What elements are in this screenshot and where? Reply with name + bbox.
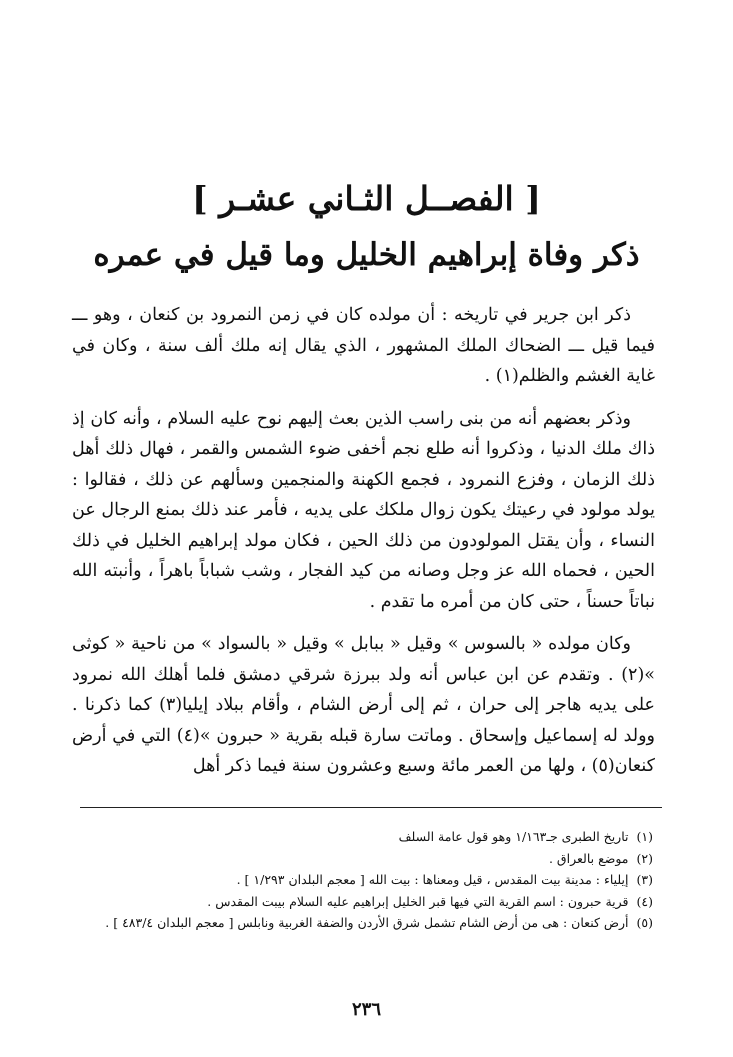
- footnote-divider: [80, 807, 662, 808]
- footnote-4: [72, 891, 653, 913]
- footnote-text: قرية حبرون : اسم القرية التي فيها قبر الخليل إبراهيم عليه السلام بيبت المقدس .: [207, 893, 629, 909]
- body-text: [72, 300, 655, 782]
- footnote-2: [72, 848, 653, 870]
- footnote-text: موضع بالعراق .: [548, 850, 629, 866]
- footnote-text: إيلياء : مدينة بيت المقدس ، قيل ومعناها : بيت الله [ معجم البلدان ١/٢٩٣ ] .: [236, 872, 629, 887]
- footnote-text: تاريخ الطبرى جـ١/١٦٣ وهو قول عامة السلف: [398, 829, 629, 844]
- footnote-number: (٣): [636, 872, 653, 887]
- footnote-number: (٤): [636, 893, 653, 909]
- footnote-number: (١): [636, 829, 653, 844]
- footnote-number: (٢): [636, 850, 653, 866]
- paragraph-1: ذكر ابن جرير في تاريخه : أن مولده كان في زمن النمرود بن كنعان ، وهو ـــ فيما قيل ـــ الضحاك الملك المشهور ، الذي يقال إنه ملك ألف سنة ، وكان في غاية الغشم والظلم(١) .: [72, 305, 655, 386]
- section-heading: ذكر وفاة إبراهيم الخليل وما قيل في عمره: [93, 237, 640, 273]
- footnote-5: [72, 912, 653, 934]
- footnote-text: أرض كنعان : هى من أرض الشام تشمل شرق الأردن والضفة الغربية ونابلس [ معجم البلدان ٤٨٣/٤ ] .: [105, 915, 629, 930]
- chapter-title: [ الفصــل الثـاني عشـر ]: [192, 179, 541, 218]
- footnote-number: (٥): [636, 915, 653, 930]
- paragraph-2: وذكر بعضهم أنه من بنى راسب الذين بعث إليهم نوح عليه السلام ، وأنه كان إذ ذاك ملك الدنيا ، وذكروا أنه طلع نجم أخفى ضوء الشمس والقمر ، فهال ذلك أهل ذلك الزمان ، وفزع النمرود ، فجمع الكهنة والمنجمين وسألهم عن ذلك ، فقالوا : يولد مولود في رعيتك يكون زوال ملكك على يديه ، فأمر عند ذلك بمنع الرجال عن النساء ، وأن يقتل المولودون من ذلك الحين ، فكان مولد إبراهيم الخليل في ذلك الحين ، فحماه الله عز وجل وصانه من كيد الفجار ، وشب شباباً باهراً ، وأنبته الله نباتاً حسناً ، حتى كان من أمره ما تقدم .: [72, 408, 655, 612]
- paragraph-3: وكان مولده « بالسوس » وقيل « ببابل » وقيل « بالسواد » من ناحية « كوثى »(٢) . وتقدم عن ابن عباس أنه ولد ببرزة شرقي دمشق فلما أهلك الله نمرود على يديه هاجر إلى حران ، ثم إلى أرض الشام ، وأقام ببلاد إيليا(٣) كما ذكرنا . وولد له إسماعيل وإسحاق . وماتت سارة قبله بقرية « حبرون »(٤) التي في أرض كنعان(٥) ، ولها من العمر مائة وسبع وعشرون سنة فيما ذكر أهل: [72, 634, 655, 776]
- page-number: ٢٣٦: [351, 999, 381, 1020]
- footnote-1: [72, 826, 653, 848]
- footnotes: [72, 826, 653, 934]
- footnote-3: [72, 869, 653, 891]
